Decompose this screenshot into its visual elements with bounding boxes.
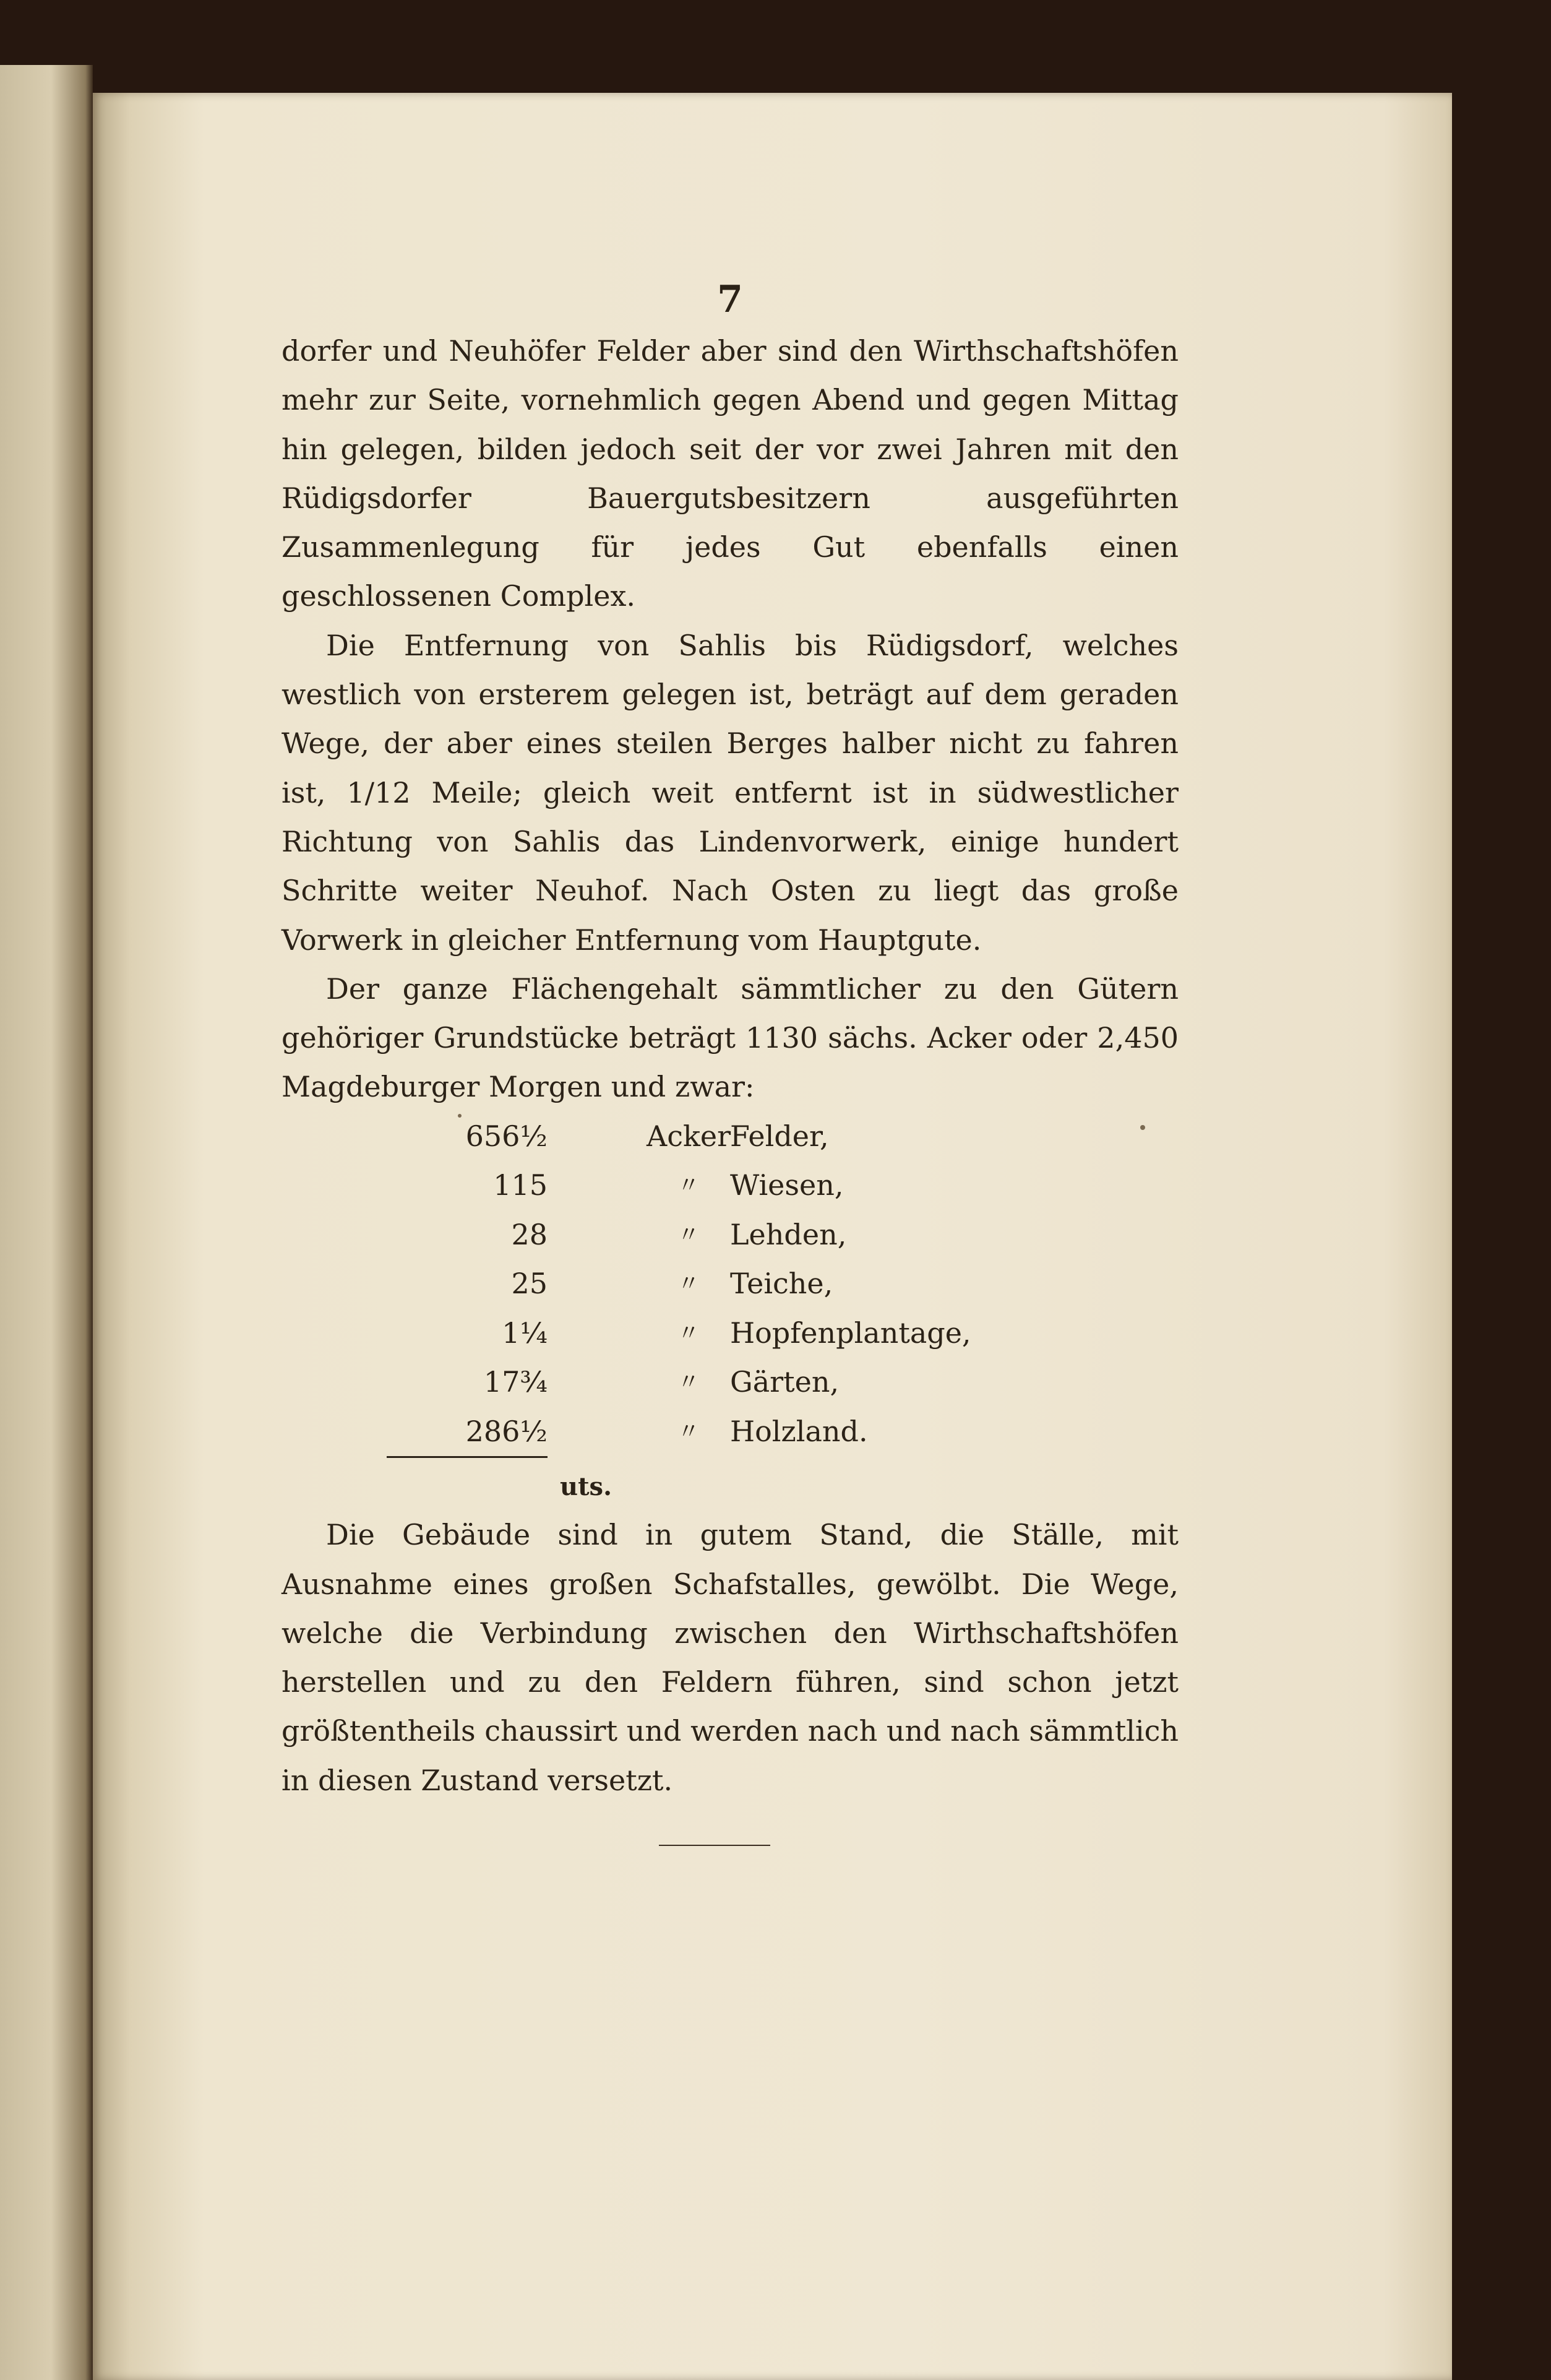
- ditto-mark: 〃: [677, 1369, 700, 1395]
- item-label: Lehden,: [730, 1217, 847, 1251]
- item-label: Teiche,: [730, 1267, 833, 1301]
- list-item: [281, 1210, 1179, 1260]
- closing-paragraph: Die Gebäude sind in gutem Stand, die Ställe, mit Ausnahme eines großen Schafstalles, gewölbt. Die Wege, welche die Verbindung zwischen den Wirthschaftshöfen herstellen und zu den Feldern führen, sind schon jetzt größtentheils chaussirt und werden nach und nach sämmtlich in diesen Zustand versetzt.: [281, 1518, 1179, 1797]
- item-label: Wiesen,: [730, 1168, 844, 1202]
- list-item: [281, 1407, 1179, 1457]
- list-item: [281, 1358, 1179, 1407]
- amount: 28: [511, 1217, 548, 1251]
- ditto-mark: 〃: [677, 1320, 700, 1346]
- facing-page-edge: [0, 65, 93, 2380]
- item-label: Felder,: [730, 1119, 829, 1153]
- paragraph-2: Die Entfernung von Sahlis bis Rüdigsdorf, welches westlich von ersterem gelegen ist, beträgt auf dem geraden Wege, der aber eines steilen Berges halber nicht zu fahren ist, 1/12 Meile; gleich weit entfernt ist in südwestlicher Richtung von Sahlis das Lindenvorwerk, einige hundert Schritte weiter Neuhof. Nach Osten zu liegt das große Vorwerk in gleicher Entfernung vom Hauptgute.: [281, 628, 1179, 957]
- list-item: [281, 1112, 1179, 1162]
- item-label: Holzland.: [730, 1414, 868, 1448]
- item-label: Hopfenplantage,: [730, 1316, 971, 1350]
- amount: 656½: [465, 1119, 548, 1153]
- paragraph-3: Der ganze Flächengehalt sämmtlicher zu den Gütern gehöriger Grundstücke beträgt 1130 sächs. Acker oder 2,450 Magdeburger Morgen und zwar:: [281, 972, 1179, 1104]
- item-label: Gärten,: [730, 1365, 840, 1399]
- list-item: [281, 1309, 1179, 1358]
- ditto-mark: 〃: [677, 1222, 700, 1248]
- section-divider: [659, 1845, 770, 1846]
- page-text: [281, 272, 1179, 1805]
- ditto-mark: 〃: [677, 1418, 700, 1444]
- total-note: uts.: [560, 1472, 612, 1502]
- land-area-list: [281, 1112, 1179, 1457]
- amount: 1¼: [502, 1316, 548, 1350]
- page-number: 7: [717, 278, 743, 321]
- amount: 115: [493, 1168, 548, 1202]
- amount: 25: [511, 1267, 548, 1301]
- list-item: [281, 1259, 1179, 1309]
- unit: Acker: [647, 1119, 731, 1153]
- ditto-mark: 〃: [677, 1173, 700, 1199]
- ditto-mark: 〃: [677, 1271, 700, 1297]
- list-item: [281, 1161, 1179, 1210]
- amount: 17¾: [483, 1365, 548, 1399]
- paragraph-1: dorfer und Neuhöfer Felder aber sind den Wirthschaftshöfen mehr zur Seite, vornehmlich gegen Abend und gegen Mittag hin gelegen, bilden jedoch seit der vor zwei Jahren mit den Rüdigsdorfer Bauergutsbesitzern ausgeführten Zusammenlegung für jedes Gut ebenfalls einen geschlossenen Complex.: [281, 334, 1179, 613]
- amount: 286½: [387, 1407, 548, 1459]
